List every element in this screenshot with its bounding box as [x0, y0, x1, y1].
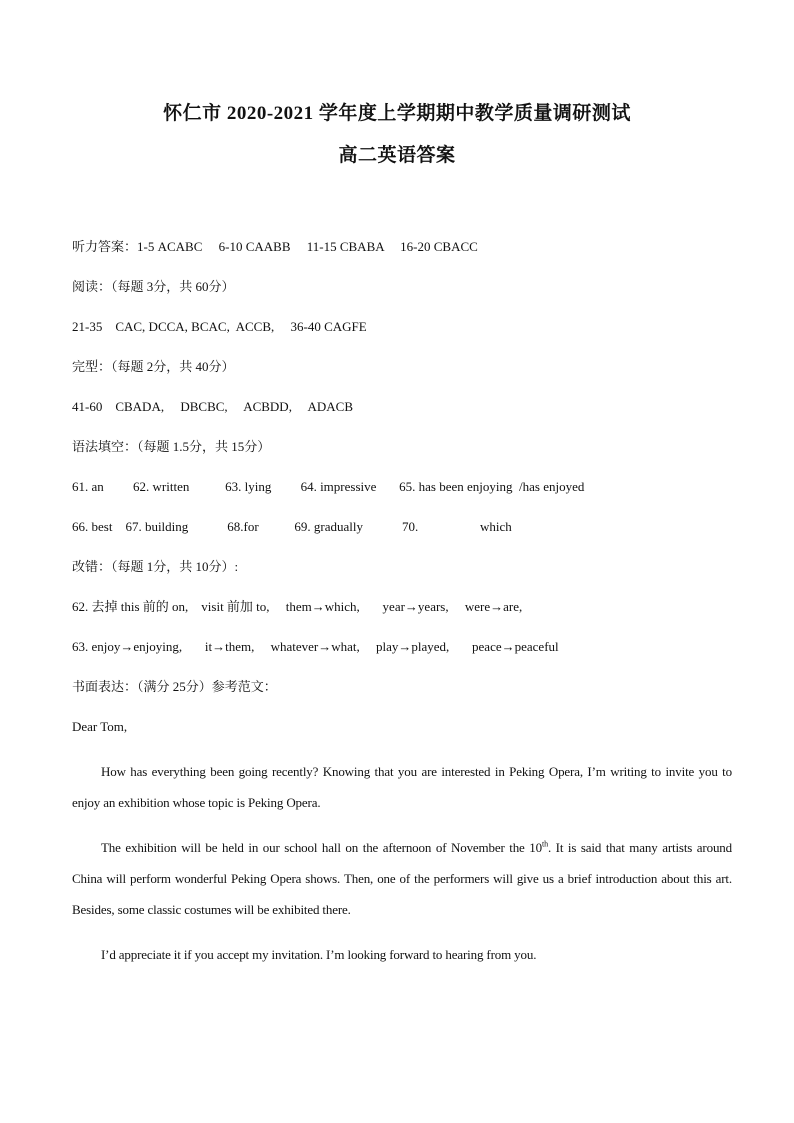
cloze-answers: 41-60 CBADA, DBCBC, ACBDD, ADACB: [72, 399, 353, 414]
page-subtitle: 高二英语答案: [338, 145, 456, 166]
letter-paragraph-2: [72, 832, 732, 925]
letter-paragraph-2-rest: . It is said that many artists around China will perform wonderful Peking Opera shows. Then, one of the performers will give us a brief introduction about this art. Besides, some classic costumes will be exhibited there.: [72, 840, 733, 917]
writing-heading: 书面表达：（满分 25分）参考范文：: [72, 679, 277, 694]
cloze-heading: 完型：（每题 2分，共 40分）: [72, 359, 235, 374]
grammar-answers-row-2: 66. best 67. building 68.for 69. gradually 70. which: [72, 519, 512, 534]
correction-answers-row-1: 62. 去掉 this 前的 on, visit 前加 to, them→which, year→years, were→are,: [72, 599, 523, 614]
letter-paragraph-3: I’d appreciate it if you accept my invitation. I’m looking forward to hearing from you.: [101, 947, 537, 962]
letter-greeting: Dear Tom,: [72, 719, 128, 734]
ordinal-suffix: th: [542, 839, 548, 849]
grammar-answers-row-1: 61. an 62. written 63. lying 64. impressive 65. has been enjoying /has enjoyed: [72, 479, 585, 494]
correction-answers-row-2: 63. enjoy→enjoying, it→them, whatever→what, play→played, peace→peaceful: [72, 639, 559, 654]
correction-heading: 改错：（每题 1分，共 10分）:: [72, 559, 239, 574]
listening-answers: 听力答案：1-5 ACABC 6-10 CAABB 11-15 CBABA 16-20 CBACC: [72, 239, 478, 254]
grammar-heading: 语法填空：（每题 1.5分，共 15分）: [72, 439, 271, 454]
letter-paragraph-1: How has everything been going recently? Knowing that you are interested in Peking Opera, I’m writing to invite you to enjoy an exhibition whose topic is Peking Opera.: [72, 764, 732, 810]
reading-heading: 阅读：（每题 3分，共 60分）: [72, 279, 235, 294]
letter-paragraph-2-start: The exhibition will be held in our school hall on the afternoon of November the 10: [101, 840, 542, 855]
page-title: 怀仁市 2020-2021 学年度上学期期中教学质量调研测试: [163, 103, 631, 124]
reading-answers: 21-35 CAC, DCCA, BCAC, ACCB, 36-40 CAGFE: [72, 319, 367, 334]
